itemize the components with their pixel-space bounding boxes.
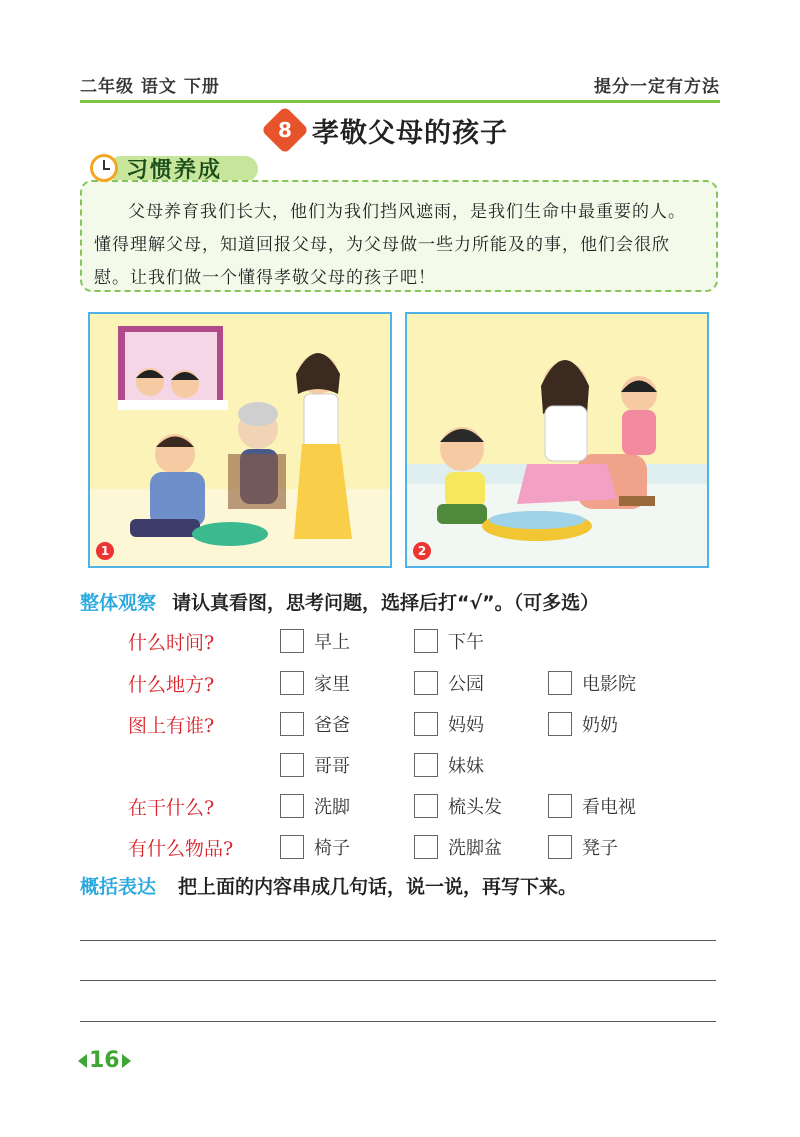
checkbox[interactable] bbox=[414, 629, 438, 653]
page-number: 16 bbox=[78, 1048, 131, 1073]
option-cinema[interactable]: 电影院 bbox=[548, 670, 636, 696]
checkbox[interactable] bbox=[280, 753, 304, 777]
option-home[interactable]: 家里 bbox=[280, 670, 350, 696]
summary-heading-row bbox=[80, 872, 577, 899]
summary-heading: 概括表达 bbox=[80, 876, 157, 898]
book-info: 二年级 语文 下册 bbox=[80, 77, 220, 97]
option-mom[interactable]: 妈妈 bbox=[414, 711, 484, 737]
observation-heading: 整体观察 bbox=[80, 592, 157, 614]
option-afternoon[interactable]: 下午 bbox=[414, 628, 484, 654]
triangle-left-icon bbox=[78, 1054, 87, 1068]
checkbox[interactable] bbox=[280, 712, 304, 736]
illustration-1 bbox=[88, 312, 392, 568]
option-watch-tv[interactable]: 看电视 bbox=[548, 793, 636, 819]
observation-prompt: 请认真看图，思考问题，选择后打“√”。（可多选） bbox=[172, 592, 600, 614]
lesson-title-row bbox=[268, 110, 508, 150]
habit-title: 习惯养成 bbox=[126, 157, 223, 183]
alarm-clock-icon bbox=[90, 154, 118, 182]
checkbox[interactable] bbox=[414, 671, 438, 695]
question-label-time: 什么时间? bbox=[128, 632, 215, 654]
checkbox[interactable] bbox=[414, 794, 438, 818]
option-foot-basin[interactable]: 洗脚盆 bbox=[414, 834, 502, 860]
checkbox[interactable] bbox=[548, 671, 572, 695]
option-comb-hair[interactable]: 梳头发 bbox=[414, 793, 502, 819]
option-morning[interactable]: 早上 bbox=[280, 628, 350, 654]
header-rule bbox=[80, 100, 720, 103]
checkbox[interactable] bbox=[280, 629, 304, 653]
triangle-right-icon bbox=[122, 1054, 131, 1068]
option-grandma[interactable]: 奶奶 bbox=[548, 711, 618, 737]
option-chair[interactable]: 椅子 bbox=[280, 834, 350, 860]
question-label-doing: 在干什么? bbox=[128, 797, 215, 819]
writing-line[interactable] bbox=[80, 1021, 716, 1022]
habit-text: 父母养育我们长大，他们为我们挡风遮雨，是我们生命中最重要的人。懂得理解父母，知道回报父母，为父母做一些力所能及的事，他们会很欣慰。让我们做一个懂得孝敬父母的孩子吧！ bbox=[94, 202, 686, 288]
habit-heading bbox=[90, 152, 222, 184]
checkbox[interactable] bbox=[280, 835, 304, 859]
illustration-2 bbox=[405, 312, 709, 568]
option-dad[interactable]: 爸爸 bbox=[280, 711, 350, 737]
checkbox[interactable] bbox=[280, 794, 304, 818]
option-stool[interactable]: 凳子 bbox=[548, 834, 618, 860]
question-label-who: 图上有谁? bbox=[128, 715, 215, 737]
option-sister[interactable]: 妹妹 bbox=[414, 752, 484, 778]
checkbox[interactable] bbox=[548, 794, 572, 818]
checkbox[interactable] bbox=[414, 753, 438, 777]
family-hair-wash-illustration bbox=[90, 314, 390, 566]
checkbox[interactable] bbox=[414, 835, 438, 859]
lesson-number-badge: 8 bbox=[261, 106, 309, 154]
checkbox[interactable] bbox=[548, 835, 572, 859]
checkbox[interactable] bbox=[414, 712, 438, 736]
checkbox[interactable] bbox=[280, 671, 304, 695]
picture-number-1: 1 bbox=[96, 542, 114, 560]
option-wash-feet[interactable]: 洗脚 bbox=[280, 793, 350, 819]
option-brother[interactable]: 哥哥 bbox=[280, 752, 350, 778]
summary-prompt: 把上面的内容串成几句话，说一说，再写下来。 bbox=[178, 876, 578, 898]
observation-heading-row bbox=[80, 588, 599, 615]
question-label-place: 什么地方? bbox=[128, 674, 215, 696]
series-slogan: 提分一定有方法 bbox=[594, 77, 720, 97]
lesson-title: 孝敬父母的孩子 bbox=[312, 117, 508, 149]
option-park[interactable]: 公园 bbox=[414, 670, 484, 696]
family-foot-wash-illustration bbox=[407, 314, 707, 566]
question-label-items: 有什么物品? bbox=[128, 838, 234, 860]
checkbox[interactable] bbox=[548, 712, 572, 736]
picture-number-2: 2 bbox=[413, 542, 431, 560]
writing-line[interactable] bbox=[80, 980, 716, 981]
writing-line[interactable] bbox=[80, 940, 716, 941]
habit-box bbox=[80, 180, 718, 292]
